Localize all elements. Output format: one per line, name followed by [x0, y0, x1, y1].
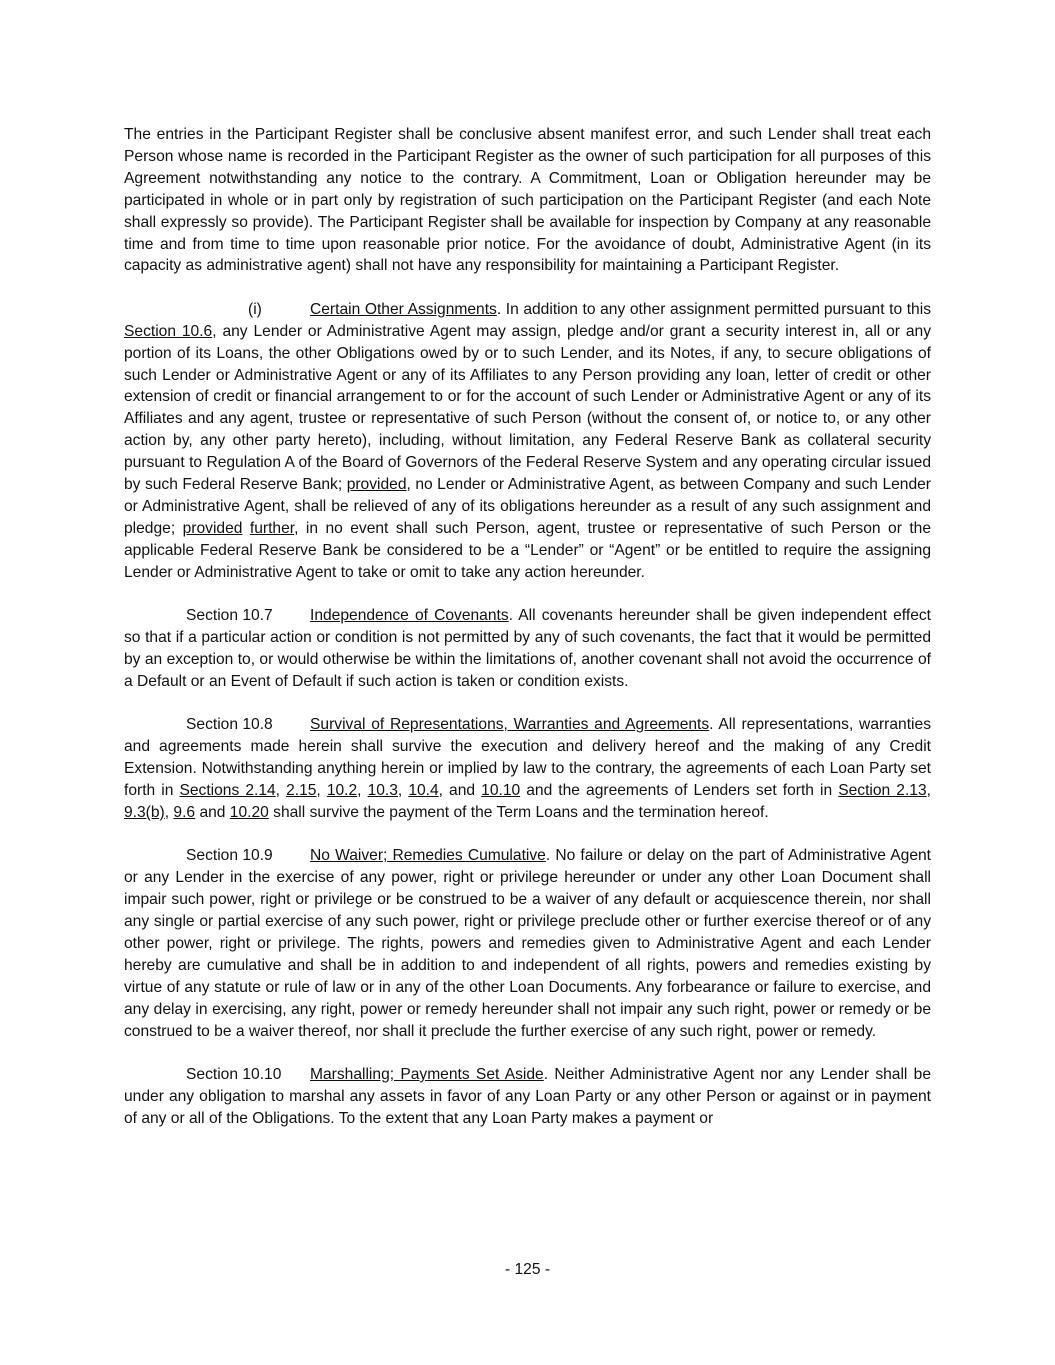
document-page	[124, 124, 931, 1151]
section-number: Section 10.7	[186, 607, 273, 625]
paragraph-certain-other-assignments: (i) Certain Other Assignments. In addition to any other assignment permitted pursuant to this Section 10.6, any Lender or Administrative Agent may assign, pledge and/or grant a security interest in, all or any portion of its Loans, the other Obligations owed by or to such Lender, and its Notes, if any, to secure obligations of such Lender or Administrative Agent or any of its Affiliates to any Person providing any loan, letter of credit or other extension of credit or financial arrangement to or for the account of such Lender or Administrative Agent or any of its Affiliates and any agent, trustee or representative of such Person (without the consent of, or notice to, or any other action by, any other party hereto), including, without limitation, any Federal Reserve Bank as collateral security pursuant to Regulation A of the Board of Governors of the Federal Reserve System and any operating circular issued by such Federal Reserve Bank; provided, no Lender or Administrative Agent, as between Company and such Lender or Administrative Agent, shall be relieved of any of its obligations hereunder as a result of any such assignment and pledge; provided further, in no event shall such Person, agent, trustee or representative of such Person or the applicable Federal Reserve Bank be considered to be a “Lender” or “Agent” or be entitled to require the assigning Lender or Administrative Agent to take or omit to take any action hereunder.	[124, 300, 931, 581]
section-number: Section 10.10	[186, 1065, 282, 1083]
section-reference: Section 10.6	[124, 322, 213, 340]
clause-title: Certain Other Assignments	[310, 300, 497, 318]
section-reference: 10.2	[326, 781, 358, 799]
section-reference: 10.20	[229, 803, 269, 821]
page-number: - 125 -	[504, 1261, 551, 1278]
section-10-9: Section 10.9 No Waiver; Remedies Cumulative. No failure or delay on the part of Administrative Agent or any Lender in the exercise of any power, right or privilege hereunder or under any other Loan Document shall impair such power, right or privilege or be construed to be a waiver of any default or acquiescence therein, nor shall any single or partial exercise of any such power, right or privilege preclude other or further exercise thereof or of any other power, right or privilege. The rights, powers and remedies given to Administrative Agent and each Lender hereby are cumulative and shall be in addition to and independent of all rights, powers and remedies existing by virtue of any statute or rule of law or in any of the other Loan Documents. Any forbearance or failure to exercise, and any delay in exercising, any right, power or remedy hereunder shall not impair any such right, power or remedy or be construed to be a waiver thereof, nor shall it preclude the further exercise of any such right, power or remedy.	[124, 847, 932, 1040]
section-title: Independence of Covenants	[310, 607, 509, 625]
clause-number: (i)	[248, 300, 262, 318]
section-title: Marshalling; Payments Set Aside	[310, 1065, 544, 1083]
section-reference: 10.4	[408, 781, 439, 799]
section-10-8: Section 10.8 Survival of Representations, Warranties and Agreements. All representations, warranties and agreements made herein shall survive the execution and delivery hereof and the making of any Credit Extension. Notwithstanding anything herein or implied by law to the contrary, the agreements of each Loan Party set forth in Sections 2.14, 2.15, 10.2, 10.3, 10.4, and 10.10 and the agreements of Lenders set forth in Section 2.13, 9.3(b), 9.6 and 10.20 shall survive the payment of the Term Loans and the termination hereof.	[124, 716, 931, 821]
proviso-term: further	[249, 519, 295, 537]
section-number: Section 10.8	[186, 716, 273, 734]
section-title: No Waiver; Remedies Cumulative	[310, 847, 546, 865]
section-reference: 2.15	[286, 781, 317, 799]
section-reference: Sections 2.14	[179, 781, 276, 799]
proviso-term: provided	[182, 519, 243, 537]
paragraph-participant-register: The entries in the Participant Register shall be conclusive absent manifest error, and such Lender shall treat each Person whose name is recorded in the Participant Register as the owner of such participation for all purposes of this Agreement notwithstanding any notice to the contrary. A Commitment, Loan or Obligation hereunder may be participated in whole or in part only by registration of such participation on the Participant Register (and each Note shall expressly so provide). The Participant Register shall be available for inspection by Company at any reasonable time and from time to time upon reasonable prior notice. For the avoidance of doubt, Administrative Agent (in its capacity as administrative agent) shall not have any responsibility for maintaining a Participant Register.	[124, 126, 931, 275]
section-reference: Section 2.13	[838, 781, 927, 799]
proviso-term: provided	[346, 476, 407, 494]
section-reference: 9.6	[173, 803, 196, 821]
section-reference: 10.10	[481, 781, 521, 799]
section-reference: 9.3(b)	[124, 803, 165, 821]
section-title: Survival of Representations, Warranties and Agreements	[310, 716, 710, 734]
section-reference: 10.3	[367, 781, 398, 799]
section-10-10: Section 10.10 Marshalling; Payments Set Aside. Neither Administrative Agent nor any Lender shall be under any obligation to marshal any assets in favor of any Loan Party or any other Person or against or in payment of any or all of the Obligations. To the extent that any Loan Party makes a payment or	[124, 1065, 931, 1127]
section-number: Section 10.9	[186, 847, 273, 865]
section-10-7: Section 10.7 Independence of Covenants. All covenants hereunder shall be given independent effect so that if a particular action or condition is not permitted by any of such covenants, the fact that it would be permitted by an exception to, or would otherwise be within the limitations of, another covenant shall not avoid the occurrence of a Default or an Event of Default if such action is taken or condition exists.	[124, 607, 931, 690]
